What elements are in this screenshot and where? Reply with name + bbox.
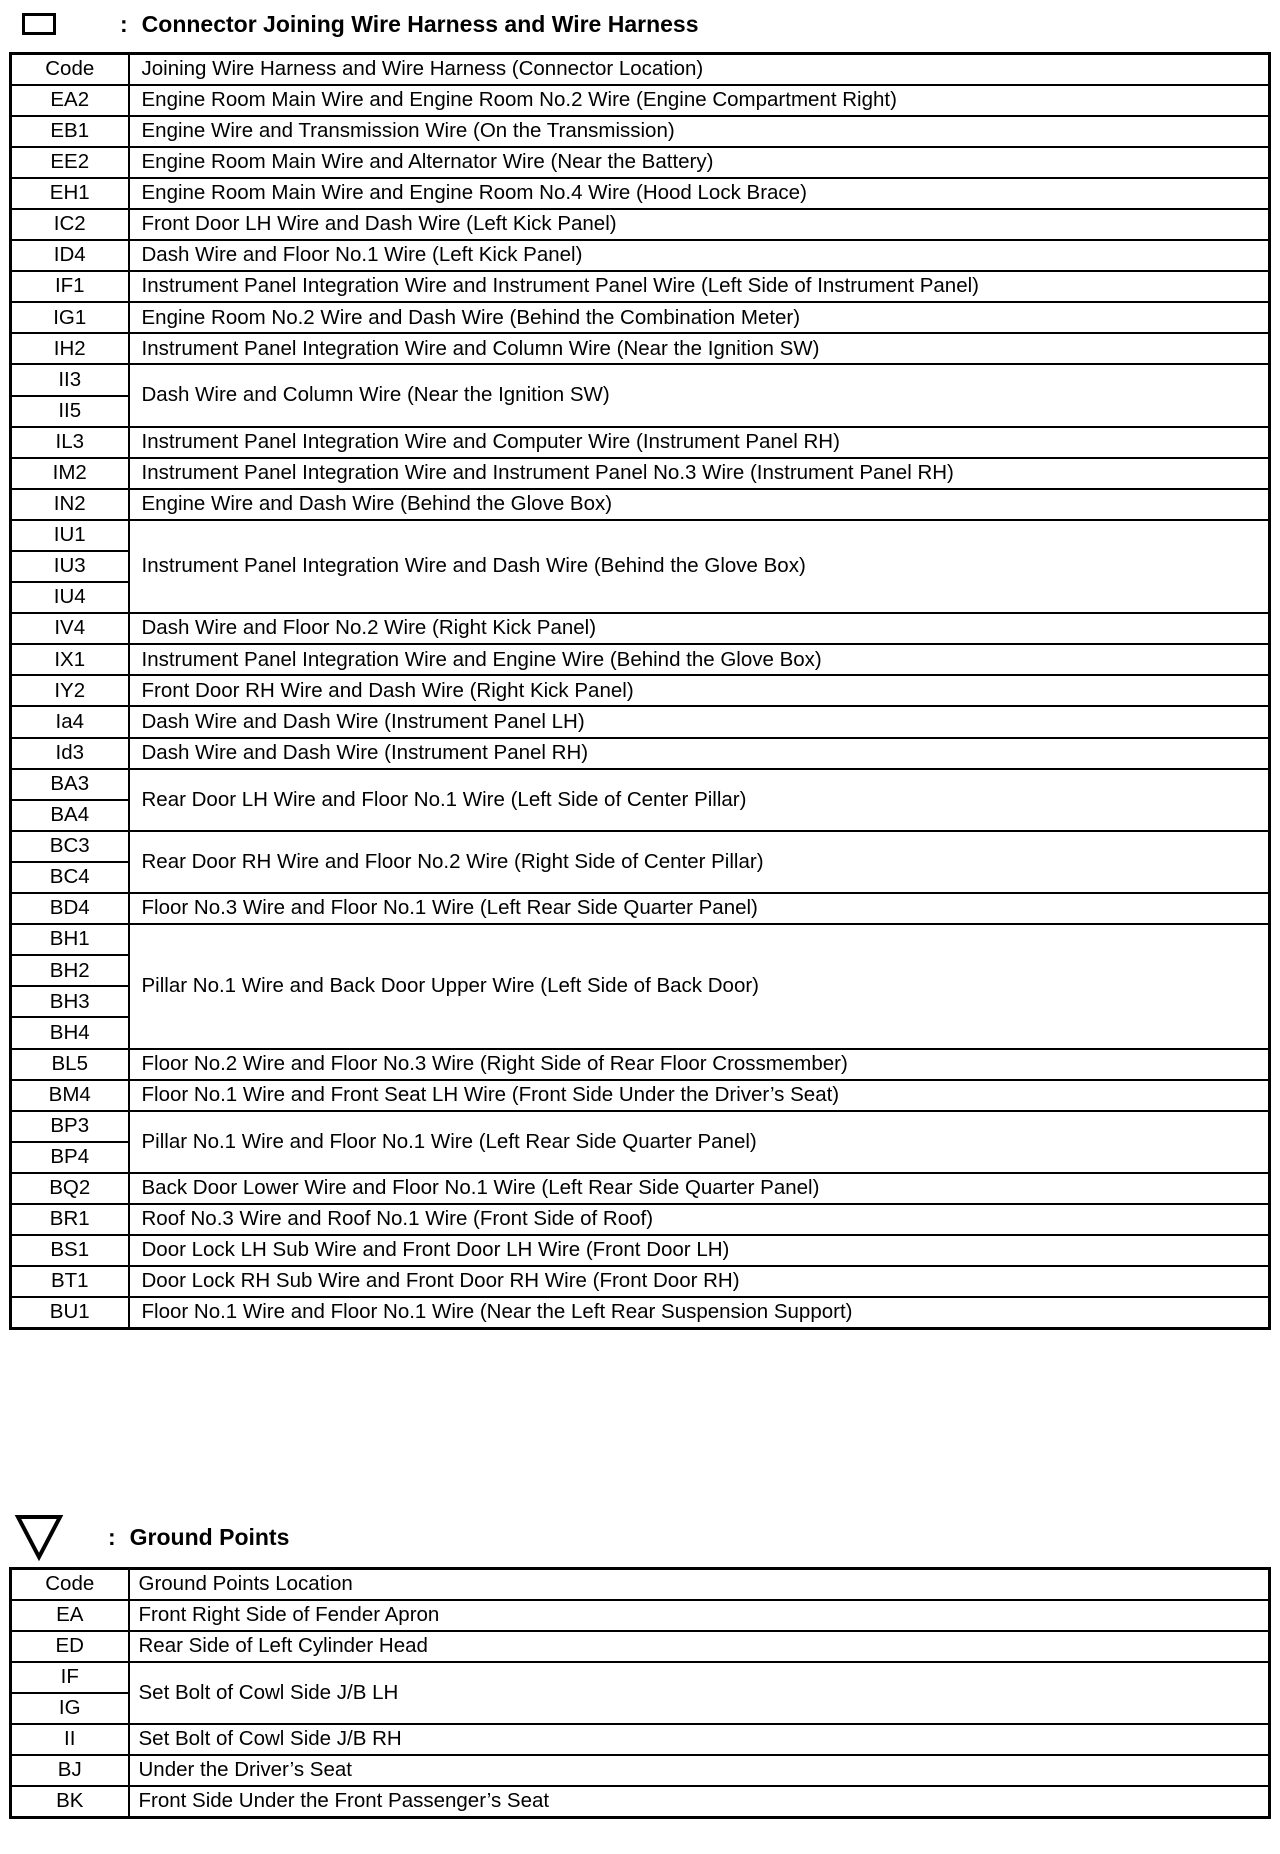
location-cell: Engine Wire and Dash Wire (Behind the Glove Box)	[129, 489, 1270, 520]
table-row	[11, 271, 1270, 302]
code-cell: BA3	[11, 769, 129, 800]
table-row	[11, 1266, 1270, 1297]
table-row	[11, 458, 1270, 489]
table-row	[11, 147, 1270, 178]
code-cell: BH3	[11, 986, 129, 1017]
code-cell: BU1	[11, 1297, 129, 1328]
table-row	[11, 769, 1270, 800]
code-cell: II5	[11, 396, 129, 427]
table-row	[11, 1297, 1270, 1328]
location-cell: Door Lock LH Sub Wire and Front Door LH Wire (Front Door LH)	[129, 1235, 1270, 1266]
code-cell: ED	[11, 1631, 129, 1662]
code-cell: BJ	[11, 1755, 129, 1786]
code-cell: BH4	[11, 1017, 129, 1048]
table-row	[11, 427, 1270, 458]
location-cell: Front Side Under the Front Passenger’s Seat	[129, 1786, 1270, 1817]
code-cell: II	[11, 1724, 129, 1755]
code-cell: BM4	[11, 1080, 129, 1111]
location-cell: Set Bolt of Cowl Side J/B LH	[129, 1662, 1270, 1724]
location-cell: Instrument Panel Integration Wire and Engine Wire (Behind the Glove Box)	[129, 644, 1270, 675]
table-row	[11, 116, 1270, 147]
square-icon	[10, 7, 68, 41]
header-row	[11, 1569, 1270, 1600]
code-cell: BK	[11, 1786, 129, 1817]
table-row	[11, 1049, 1270, 1080]
table-row	[11, 302, 1270, 333]
code-cell: II3	[11, 364, 129, 395]
table-row	[11, 738, 1270, 769]
location-cell: Pillar No.1 Wire and Back Door Upper Wire (Left Side of Back Door)	[129, 924, 1270, 1048]
code-cell: BP4	[11, 1142, 129, 1173]
connector-section-title	[10, 7, 699, 41]
location-cell: Rear Door LH Wire and Floor No.1 Wire (Left Side of Center Pillar)	[129, 769, 1270, 831]
header-code: Code	[11, 1569, 129, 1600]
location-cell: Instrument Panel Integration Wire and Dash Wire (Behind the Glove Box)	[129, 520, 1270, 613]
code-cell: IL3	[11, 427, 129, 458]
location-cell: Dash Wire and Dash Wire (Instrument Panel RH)	[129, 738, 1270, 769]
code-cell: IN2	[11, 489, 129, 520]
code-cell: EA	[11, 1600, 129, 1631]
code-cell: EB1	[11, 116, 129, 147]
location-cell: Dash Wire and Dash Wire (Instrument Panel LH)	[129, 706, 1270, 737]
table-row	[11, 85, 1270, 116]
location-cell: Front Door RH Wire and Dash Wire (Right Kick Panel)	[129, 675, 1270, 706]
location-cell: Instrument Panel Integration Wire and Column Wire (Near the Ignition SW)	[129, 333, 1270, 364]
code-cell: BH1	[11, 924, 129, 955]
location-cell: Engine Room Main Wire and Engine Room No.4 Wire (Hood Lock Brace)	[129, 178, 1270, 209]
header-row	[11, 54, 1270, 85]
table-row	[11, 520, 1270, 551]
code-cell: IH2	[11, 333, 129, 364]
code-cell: BT1	[11, 1266, 129, 1297]
table-row	[11, 1080, 1270, 1111]
header-code: Code	[11, 54, 129, 85]
location-cell: Engine Room Main Wire and Alternator Wire (Near the Battery)	[129, 147, 1270, 178]
table-row	[11, 1111, 1270, 1142]
table-row	[11, 1204, 1270, 1235]
location-cell: Pillar No.1 Wire and Floor No.1 Wire (Left Rear Side Quarter Panel)	[129, 1111, 1270, 1173]
code-cell: IU1	[11, 520, 129, 551]
ground-triangle-icon	[10, 1520, 68, 1554]
table-row	[11, 675, 1270, 706]
ground-table	[9, 1567, 1271, 1819]
location-cell: Floor No.2 Wire and Floor No.3 Wire (Right Side of Rear Floor Crossmember)	[129, 1049, 1270, 1080]
location-cell: Engine Wire and Transmission Wire (On the Transmission)	[129, 116, 1270, 147]
location-cell: Set Bolt of Cowl Side J/B RH	[129, 1724, 1270, 1755]
connector-table	[9, 52, 1271, 1330]
table-row	[11, 1786, 1270, 1817]
table-row	[11, 613, 1270, 644]
code-cell: Id3	[11, 738, 129, 769]
code-cell: BP3	[11, 1111, 129, 1142]
location-cell: Instrument Panel Integration Wire and Instrument Panel No.3 Wire (Instrument Panel RH)	[129, 458, 1270, 489]
code-cell: IF1	[11, 271, 129, 302]
code-cell: IU4	[11, 582, 129, 613]
location-cell: Floor No.1 Wire and Floor No.1 Wire (Near the Left Rear Suspension Support)	[129, 1297, 1270, 1328]
table-row	[11, 333, 1270, 364]
location-cell: Roof No.3 Wire and Roof No.1 Wire (Front Side of Roof)	[129, 1204, 1270, 1235]
location-cell: Under the Driver’s Seat	[129, 1755, 1270, 1786]
code-cell: EH1	[11, 178, 129, 209]
table-row	[11, 706, 1270, 737]
table-row	[11, 1235, 1270, 1266]
table-row	[11, 1631, 1270, 1662]
code-cell: IM2	[11, 458, 129, 489]
ground-section-title	[10, 1520, 289, 1554]
code-cell: BL5	[11, 1049, 129, 1080]
code-cell: IX1	[11, 644, 129, 675]
location-cell: Dash Wire and Floor No.2 Wire (Right Kick Panel)	[129, 613, 1270, 644]
code-cell: BD4	[11, 893, 129, 924]
header-location: Ground Points Location	[129, 1569, 1270, 1600]
code-cell: IC2	[11, 209, 129, 240]
location-cell: Engine Room Main Wire and Engine Room No.2 Wire (Engine Compartment Right)	[129, 85, 1270, 116]
location-cell: Front Right Side of Fender Apron	[129, 1600, 1270, 1631]
table-row	[11, 178, 1270, 209]
table-row	[11, 893, 1270, 924]
table-row	[11, 1173, 1270, 1204]
table-row	[11, 924, 1270, 955]
code-cell: IU3	[11, 551, 129, 582]
table-row	[11, 364, 1270, 395]
code-cell: BQ2	[11, 1173, 129, 1204]
title-colon: :	[108, 1523, 116, 1550]
connector-title-text: Connector Joining Wire Harness and Wire Harness	[141, 10, 699, 37]
table-row	[11, 831, 1270, 862]
code-cell: BC3	[11, 831, 129, 862]
code-cell: BA4	[11, 800, 129, 831]
code-cell: IG1	[11, 302, 129, 333]
location-cell: Dash Wire and Column Wire (Near the Ignition SW)	[129, 364, 1270, 426]
code-cell: BC4	[11, 862, 129, 893]
table-row	[11, 1662, 1270, 1693]
code-cell: ID4	[11, 240, 129, 271]
code-cell: EA2	[11, 85, 129, 116]
location-cell: Dash Wire and Floor No.1 Wire (Left Kick Panel)	[129, 240, 1270, 271]
table-row	[11, 209, 1270, 240]
code-cell: Ia4	[11, 706, 129, 737]
location-cell: Back Door Lower Wire and Floor No.1 Wire (Left Rear Side Quarter Panel)	[129, 1173, 1270, 1204]
table-row	[11, 1724, 1270, 1755]
table-row	[11, 489, 1270, 520]
code-cell: IV4	[11, 613, 129, 644]
location-cell: Front Door LH Wire and Dash Wire (Left Kick Panel)	[129, 209, 1270, 240]
code-cell: BR1	[11, 1204, 129, 1235]
location-cell: Door Lock RH Sub Wire and Front Door RH Wire (Front Door RH)	[129, 1266, 1270, 1297]
title-colon: :	[120, 10, 128, 37]
location-cell: Floor No.1 Wire and Front Seat LH Wire (Front Side Under the Driver’s Seat)	[129, 1080, 1270, 1111]
ground-title-text: Ground Points	[129, 1523, 290, 1550]
location-cell: Instrument Panel Integration Wire and Instrument Panel Wire (Left Side of Instrument Panel)	[129, 271, 1270, 302]
code-cell: EE2	[11, 147, 129, 178]
code-cell: BS1	[11, 1235, 129, 1266]
table-row	[11, 1600, 1270, 1631]
table-row	[11, 644, 1270, 675]
code-cell: IG	[11, 1693, 129, 1724]
location-cell: Engine Room No.2 Wire and Dash Wire (Behind the Combination Meter)	[129, 302, 1270, 333]
location-cell: Instrument Panel Integration Wire and Computer Wire (Instrument Panel RH)	[129, 427, 1270, 458]
location-cell: Rear Side of Left Cylinder Head	[129, 1631, 1270, 1662]
code-cell: BH2	[11, 955, 129, 986]
header-location: Joining Wire Harness and Wire Harness (Connector Location)	[129, 54, 1270, 85]
code-cell: IY2	[11, 675, 129, 706]
table-row	[11, 240, 1270, 271]
code-cell: IF	[11, 1662, 129, 1693]
location-cell: Floor No.3 Wire and Floor No.1 Wire (Left Rear Side Quarter Panel)	[129, 893, 1270, 924]
location-cell: Rear Door RH Wire and Floor No.2 Wire (Right Side of Center Pillar)	[129, 831, 1270, 893]
table-row	[11, 1755, 1270, 1786]
